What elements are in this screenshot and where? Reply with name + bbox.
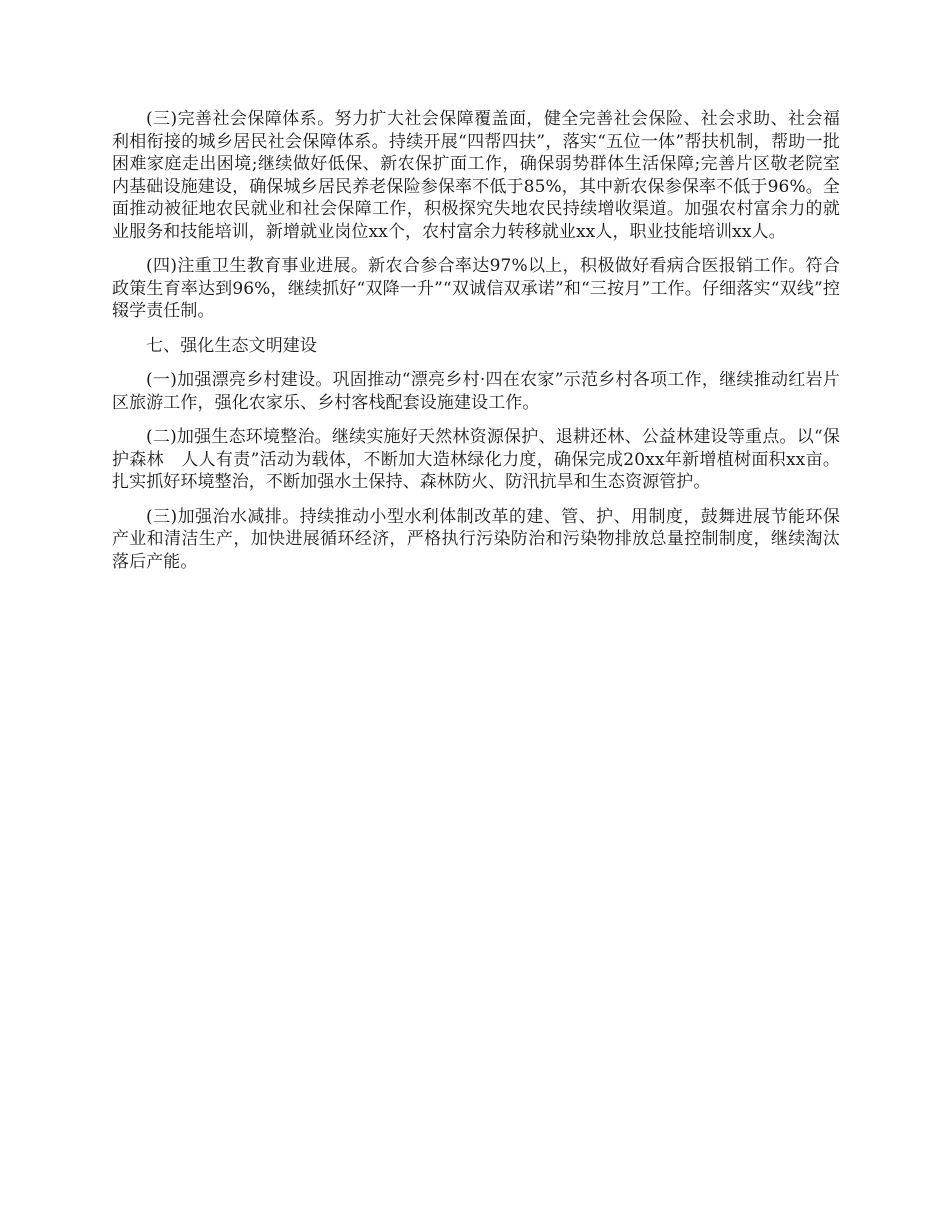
- paragraph-water-management: (三)加强治水减排。持续推动小型水利体制改革的建、管、护、用制度，鼓舞进展节能环保产业和清洁生产，加快进展循环经济，严格执行污染防治和污染物排放总量控制制度，继续淘汰落后产能。: [112, 506, 840, 572]
- paragraph-health-education: (四)注重卫生教育事业进展。新农合参合率达97%以上，积极做好看病合医报销工作。符合政策生育率达到96%，继续抓好“双降一升”“双诚信双承诺”和“三按月”工作。仔细落实“双线”控辍学责任制。: [112, 256, 840, 321]
- paragraph-beautiful-village: (一)加强漂亮乡村建设。巩固推动“漂亮乡村·四在农家”示范乡村各项工作，继续推动红岩片区旅游工作，强化农家乐、乡村客栈配套设施建设工作。: [112, 370, 840, 413]
- section-heading-ecology: 七、强化生态文明建设: [146, 335, 317, 356]
- paragraph-environment: (二)加强生态环境整治。继续实施好天然林资源保护、退耕还林、公益林建设等重点。以“保护森林 人人有责”活动为载体，不断加大造林绿化力度，确保完成20xx年新增植树面积xx亩。扎实抓好环境整治，不断加强水土保持、森林防火、防汛抗旱和生态资源管护。: [112, 427, 840, 492]
- document-page: [112, 108, 840, 585]
- paragraph-social-security: (三)完善社会保障体系。努力扩大社会保障覆盖面，健全完善社会保险、社会求助、社会福利相衔接的城乡居民社会保障体系。持续开展“四帮四扶”，落实“五位一体”帮扶机制，帮助一批困难家庭走出困境;继续做好低保、新农保扩面工作，确保弱势群体生活保障;完善片区敬老院室内基础设施建设，确保城乡居民养老保险参保率不低于85%，其中新农保参保率不低于96%。全面推动被征地农民就业和社会保障工作，积极探究失地农民持续增收渠道。加强农村富余力的就业服务和技能培训，新增就业岗位xx个，农村富余力转移就业xx人，职业技能培训xx人。: [112, 109, 840, 242]
